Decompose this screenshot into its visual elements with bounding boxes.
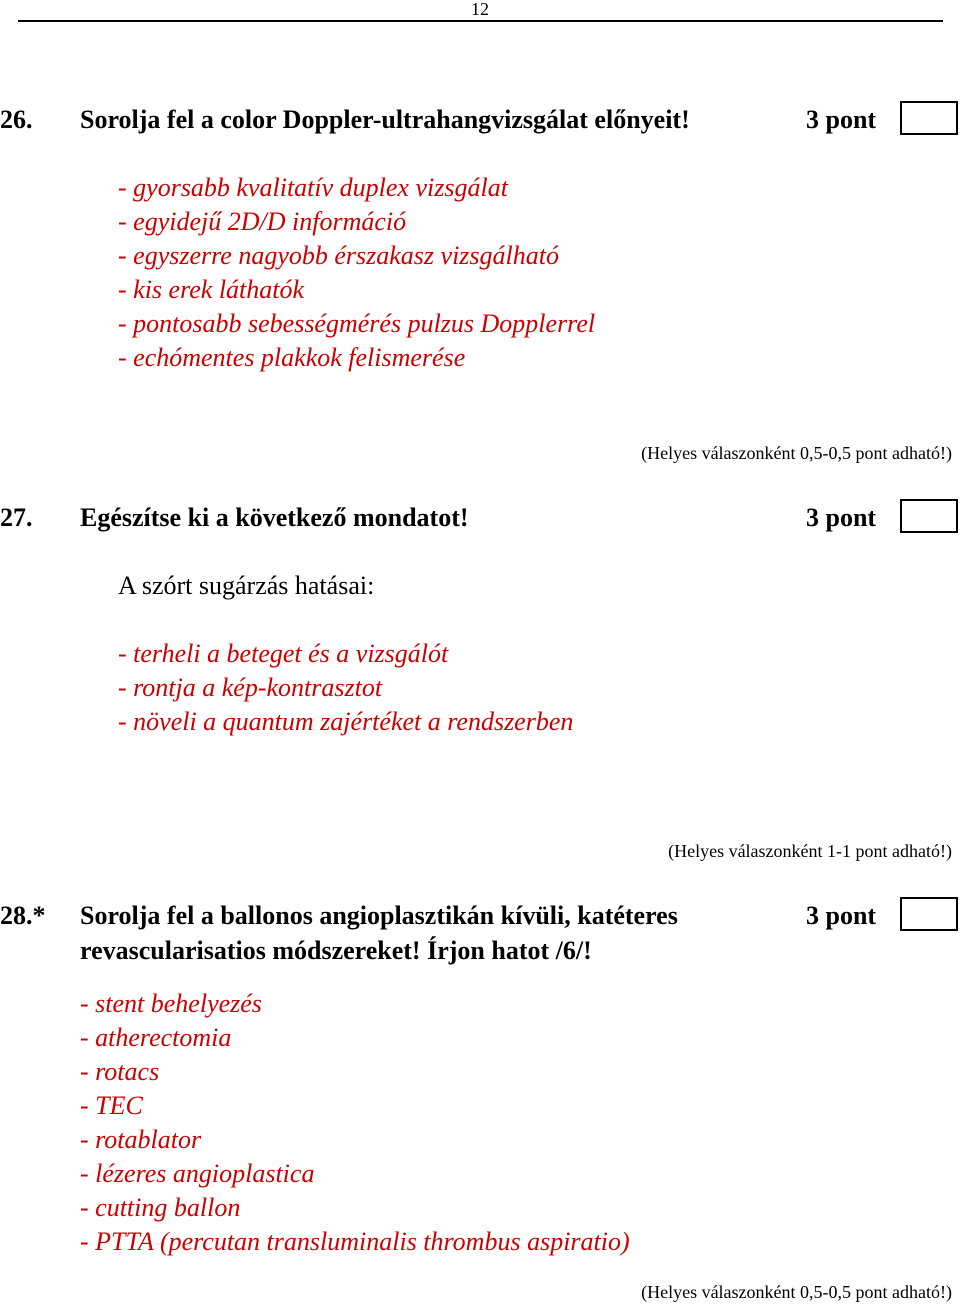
answer-item: - TEC	[80, 1091, 143, 1120]
answer-list	[80, 987, 630, 1259]
answer-list	[118, 171, 595, 375]
answer-list	[118, 637, 573, 739]
question-number: 26.	[0, 105, 33, 134]
answer-item: - növeli a quantum zajértéket a rendszerben	[118, 707, 574, 736]
answer-item: - pontosabb sebességmérés pulzus Dopplerrel	[118, 309, 596, 338]
answer-item: - kis erek láthatók	[118, 275, 305, 304]
answer-item: - atherectomia	[80, 1023, 232, 1052]
page-number: 12	[471, 0, 489, 19]
answer-item: - PTTA (percutan transluminalis thrombus aspiratio)	[80, 1227, 630, 1256]
points-label: 3 pont	[806, 901, 877, 930]
question-intro: A szórt sugárzás hatásai:	[118, 571, 375, 600]
answer-item: - lézeres angioplastica	[80, 1159, 315, 1188]
question-title: Sorolja fel a ballonos angioplasztikán kívüli, katéteres	[80, 901, 678, 930]
header-divider	[18, 20, 943, 22]
answer-item: - egyszerre nagyobb érszakasz vizsgálható	[118, 241, 559, 270]
scoring-note: (Helyes válaszonként 1-1 pont adható!)	[668, 841, 952, 861]
score-box[interactable]	[900, 499, 958, 533]
scoring-note: (Helyes válaszonként 0,5-0,5 pont adható!)	[641, 1282, 952, 1302]
question-title: Egészítse ki a következő mondatot!	[80, 503, 469, 532]
score-box[interactable]	[900, 897, 958, 931]
answer-item: - cutting ballon	[80, 1193, 241, 1222]
answer-item: - echómentes plakkok felismerése	[118, 343, 466, 372]
answer-item: - egyidejű 2D/D információ	[118, 207, 407, 236]
question-title-line2: revascularisatios módszereket! Írjon hatot /6/!	[80, 936, 592, 965]
question-number: 27.	[0, 503, 33, 532]
answer-item: - rontja a kép-kontrasztot	[118, 673, 383, 702]
answer-item: - rotablator	[80, 1125, 202, 1154]
question-title: Sorolja fel a color Doppler-ultrahangvizsgálat előnyeit!	[80, 105, 690, 134]
question-number: 28.*	[0, 901, 46, 930]
points-label: 3 pont	[806, 105, 877, 134]
scoring-note: (Helyes válaszonként 0,5-0,5 pont adható!)	[641, 443, 952, 463]
score-box[interactable]	[900, 101, 958, 135]
answer-item: - gyorsabb kvalitatív duplex vizsgálat	[118, 173, 508, 202]
points-label: 3 pont	[806, 503, 877, 532]
answer-item: - stent behelyezés	[80, 989, 262, 1018]
answer-item: - rotacs	[80, 1057, 160, 1086]
answer-item: - terheli a beteget és a vizsgálót	[118, 639, 449, 668]
